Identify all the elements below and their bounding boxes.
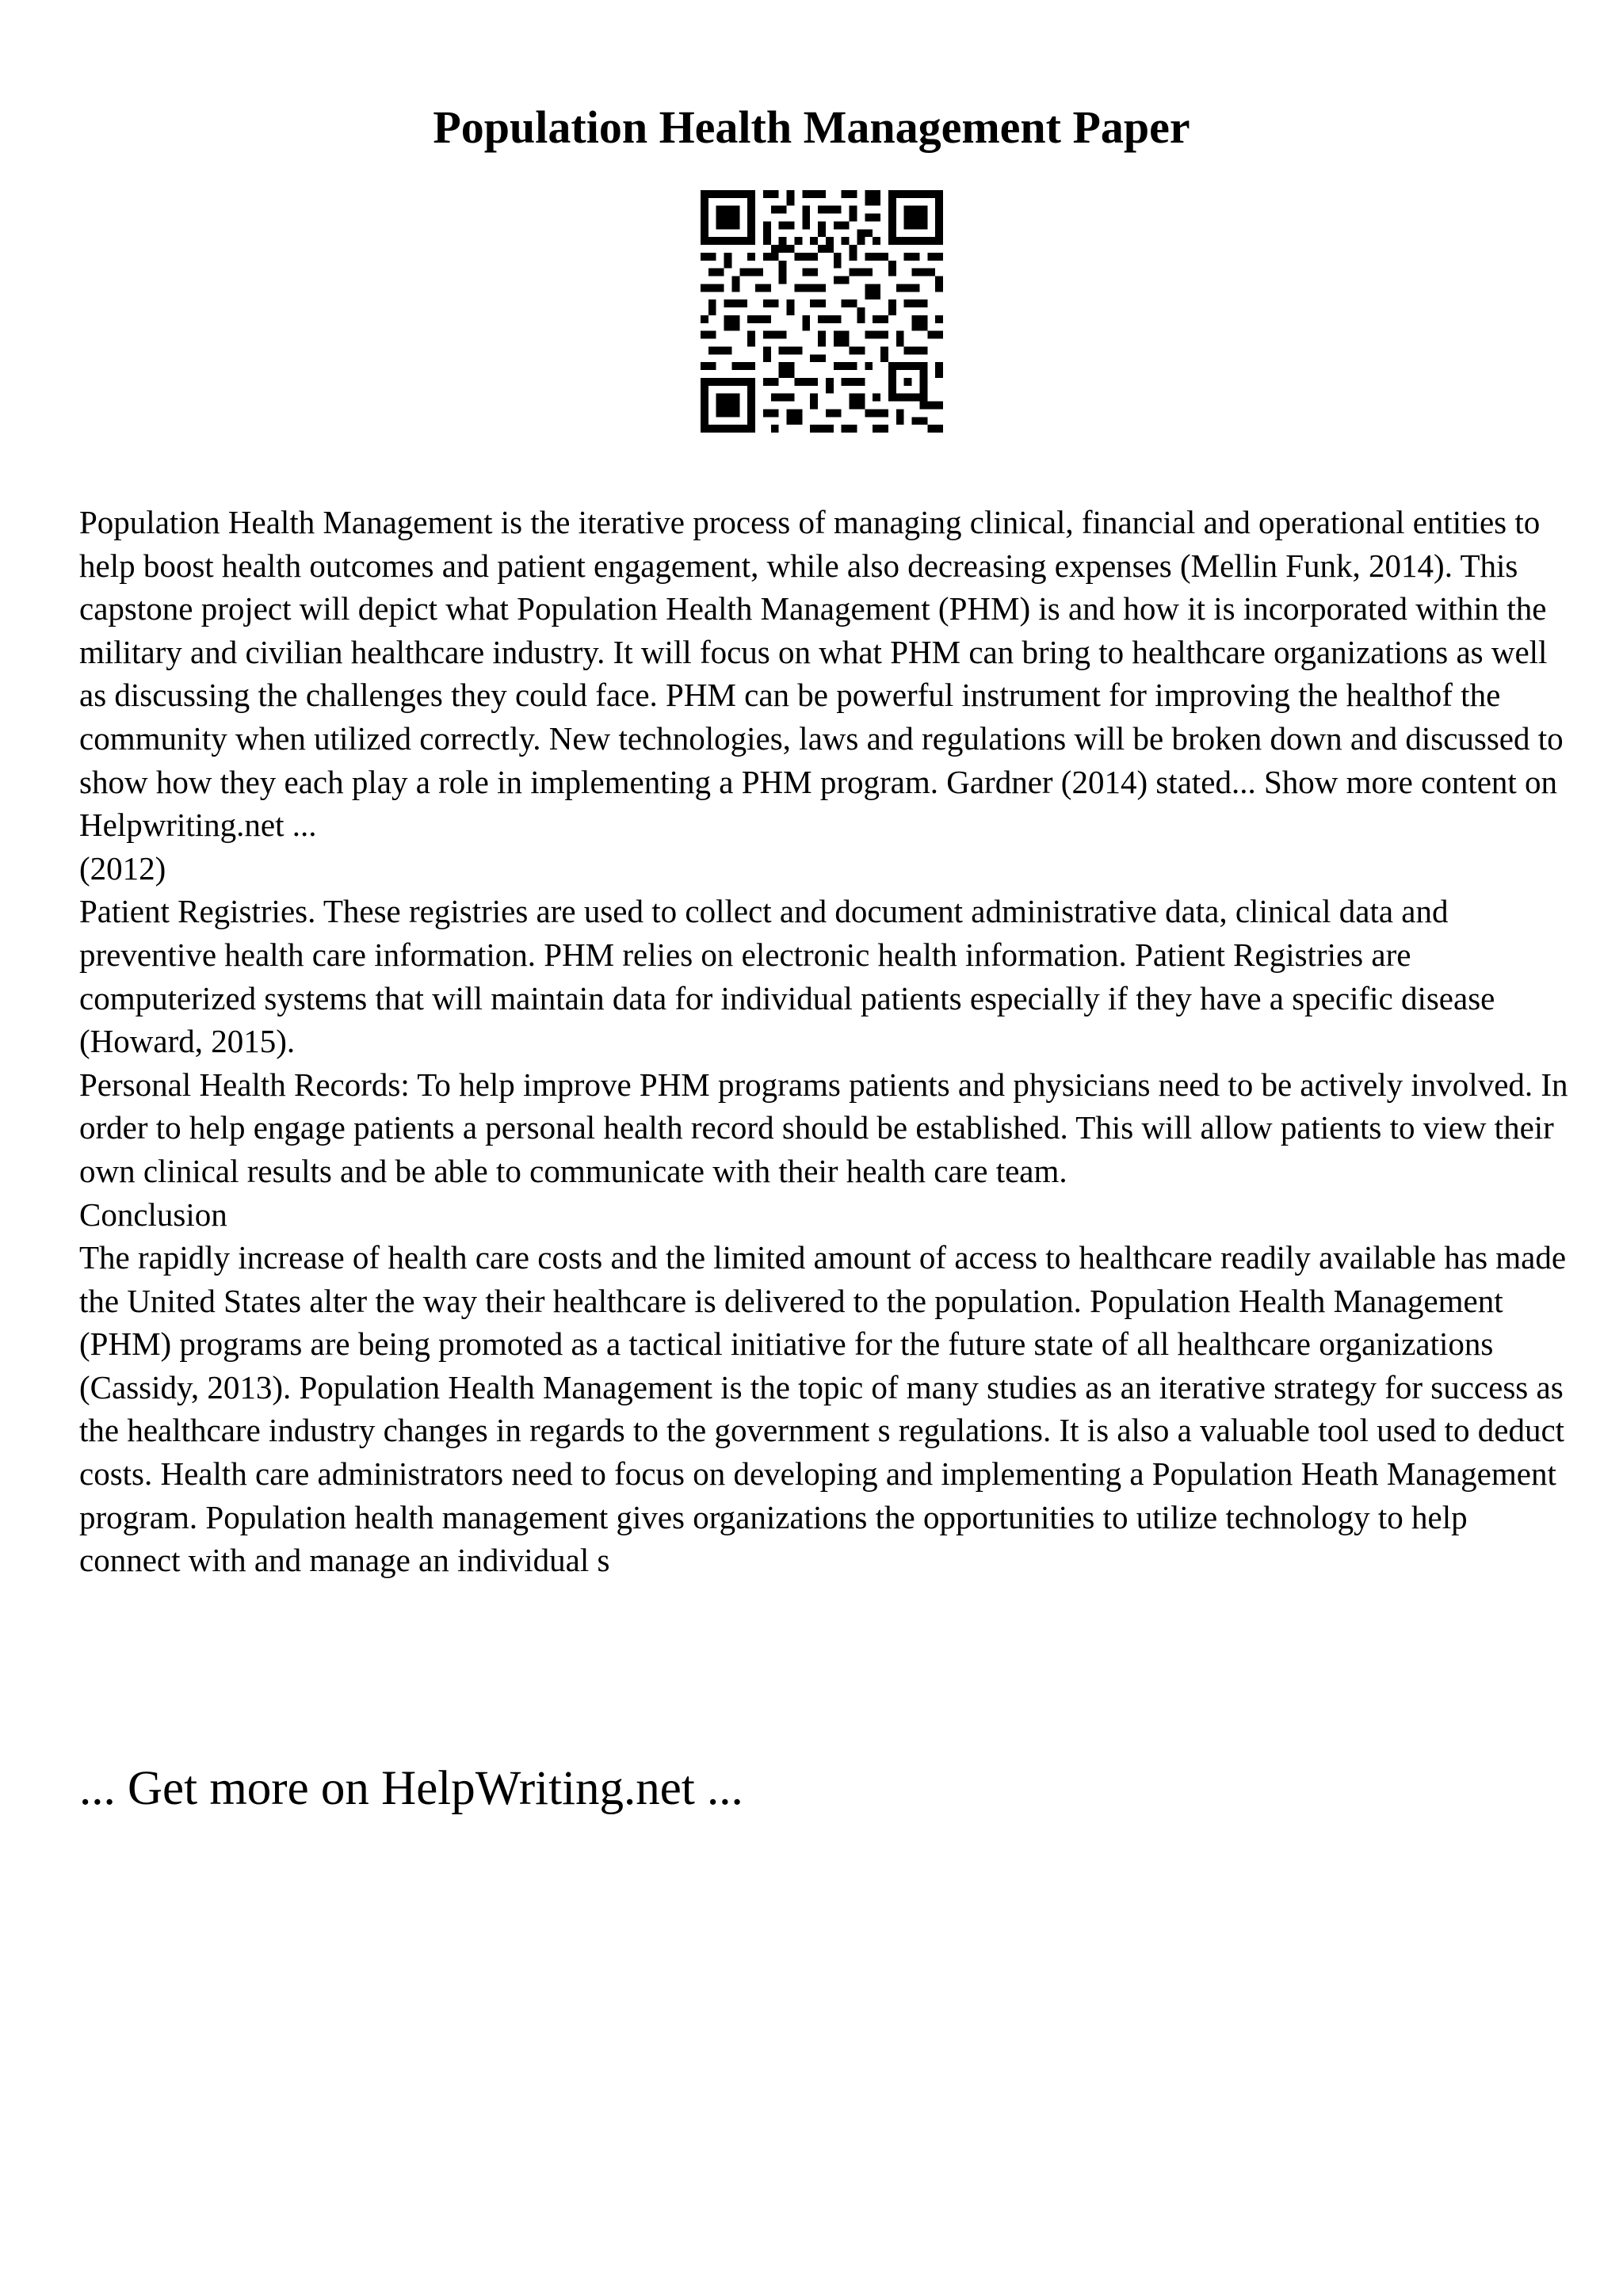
conclusion-paragraph: The rapidly increase of health care costs and the limited amount of access to healthcare readily available has made the United States alter the way their healthcare is delivered to the population. Population Health Management (PHM) programs are being promoted as a tactical initiative for the future state of all healthcare organizations (Cassidy, 2013). Population Health Management is the topic of many studies as an iterative strategy for success as the healthcare industry changes in regards to the government s regulations. It is also a valuable tool used to deduct costs. Health care administrators need to focus on developing and implementing a Population Heath Management program. Population health management gives organizations the opportunities to utilize technology to help connect with and manage an individual s [79, 1239, 1567, 1579]
get-more-link[interactable]: ... Get more on HelpWriting.net ... [79, 1762, 743, 1815]
page-title: Population Health Management Paper [433, 101, 1190, 153]
document-body [79, 501, 1569, 1582]
patient-registries-paragraph: Patient Registries. These registries are used to collect and document administrative data, clinical data and preventive health care information. PHM relies on electronic health information. Patient Registries are computerized systems that will maintain data for individual patients especially if they have a specific disease (Howard, 2015). [79, 893, 1495, 1060]
conclusion-heading: Conclusion [79, 1196, 227, 1233]
intro-paragraph: Population Health Management is the iterative process of managing clinical, financial and operational entities to help boost health outcomes and patient engagement, while also decreasing expenses (Mellin Funk, 2014). This capstone project will depict what Population Health Management (PHM) is and how it is incorporated within the military and civilian healthcare industry. It will focus on what PHM can bring to healthcare organizations as well as discussing the challenges they could face. PHM can be powerful instrument for improving the healthof the community when utilized correctly. New technologies, laws and regulations will be broken down and discussed to show how they each play a role in implementing a PHM program. Gardner (2014) stated... Show more content on Helpwriting.net ... [79, 504, 1564, 844]
qr-code-icon [701, 190, 943, 433]
personal-health-records-paragraph: Personal Health Records: To help improve PHM programs patients and physicians need to be actively involved. In order to help engage patients a personal health record should be established. This will allow patients to view their own clinical results and be able to communicate with their health care team. [79, 1066, 1568, 1189]
citation-year: (2012) [79, 849, 166, 887]
